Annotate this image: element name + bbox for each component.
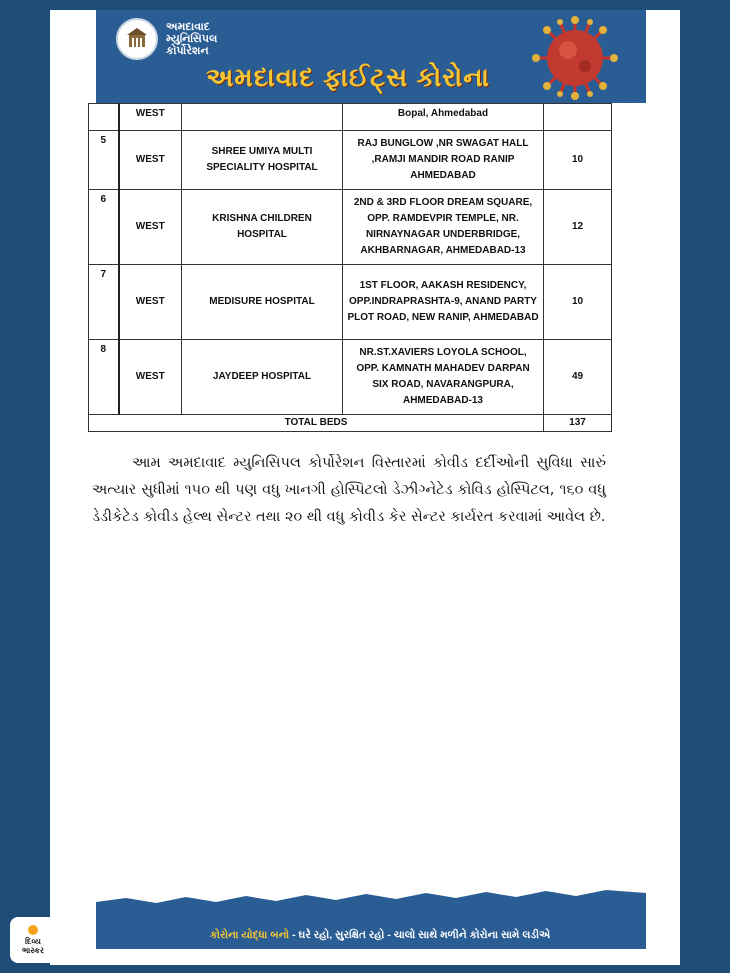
zone-cell: WEST [119,190,182,265]
sr-cell: 7 [89,265,119,340]
table-row [89,265,612,340]
banner-title: અમદાવાદ ફાઈટ્સ કોરોના [206,62,490,92]
amc-logo [116,18,217,60]
beds-cell [544,104,612,131]
address-cell: 2ND & 3RD FLOOR DREAM SQUARE, OPP. RAMDEVPIR TEMPLE, NR. NIRNAYNAGAR UNDERBRIDGE, AKHBARNAGAR, AHMEDABAD-13 [343,190,544,265]
footer-slogan [210,929,640,942]
sun-icon [28,925,38,935]
zone-cell: WEST [119,131,182,190]
address-cell: RAJ BUNGLOW ,NR SWAGAT HALL ,RAMJI MANDIR ROAD RANIP AHMEDABAD [343,131,544,190]
zone-cell: WEST [119,340,182,415]
beds-cell: 10 [544,265,612,340]
zone-cell: WEST [119,104,182,131]
hospital-beds-table [88,103,612,432]
footer-banner [96,905,646,949]
hospital-cell: SHREE UMIYA MULTI SPECIALITY HOSPITAL [182,131,343,190]
zone-cell: WEST [119,265,182,340]
org-name-line-2: મ્યુનિસિપલ [166,33,218,45]
coronavirus-icon [530,16,620,100]
address-cell: NR.ST.XAVIERS LOYOLA SCHOOL, OPP. KAMNATH MAHADEV DARPAN SIX ROAD, NAVARANGPURA, AHMEDABAD-13 [343,340,544,415]
org-name-line-1: અમદાવાદ [166,21,210,33]
slogan-text: - ઘરે રહો, સુરક્ષિત રહો - ચાલો સાથે મળીને કોરોના સામે લડીએ [289,929,551,941]
address-cell: Bopal, Ahmedabad [343,104,544,131]
amc-emblem-icon [116,18,158,60]
hospital-cell: MEDISURE HOSPITAL [182,265,343,340]
slogan-highlight: કોરોના યોદ્ધા બનો [210,929,290,941]
table-row [89,131,612,190]
divya-bhaskar-logo [10,917,56,963]
hospital-cell: KRISHNA CHILDREN HOSPITAL [182,190,343,265]
sr-cell: 6 [89,190,119,265]
sr-cell: 5 [89,131,119,190]
beds-cell: 10 [544,131,612,190]
total-value: 137 [544,415,612,432]
table-row [89,340,612,415]
hospital-cell: JAYDEEP HOSPITAL [182,340,343,415]
brand-line-2: ભાસ્કર [21,946,45,955]
total-label: TOTAL BEDS [89,415,544,432]
sr-cell: 8 [89,340,119,415]
address-cell: 1ST FLOOR, AAKASH RESIDENCY, OPP.INDRAPRASHTA-9, ANAND PARTY PLOT ROAD, NEW RANIP, AHMEDABAD [343,265,544,340]
hospital-cell [182,104,343,131]
beds-cell: 49 [544,340,612,415]
table-row [89,190,612,265]
sr-cell [89,104,119,131]
org-name-line-3: કોર્પોરેશન [166,45,209,57]
summary-paragraph: આમ અમદાવાદ મ્યુનિસિપલ કોર્પોરેશન વિસ્તારમાં કોવીડ દર્દીઓની સુવિધા સારું અત્યાર સુધીમાં ૧૫૦ થી પણ વધુ ખાનગી હોસ્પિટલો ડેઝીગ્નેટેડ કોવિડ હોસ્પિટલ, ૧૬૦ વધુ ડેડીકેટેડ કોવીડ હેલ્થ સેન્ટર તથા ૨૦ થી વધુ કોવીડ કેર સેન્ટર કાર્યરત કરવામાં આવેલ છે. [92,455,606,525]
org-name [166,21,217,57]
brand-line-1: દિવ્ય [25,937,41,946]
table-row [89,104,612,131]
beds-cell: 12 [544,190,612,265]
total-row [89,415,612,432]
